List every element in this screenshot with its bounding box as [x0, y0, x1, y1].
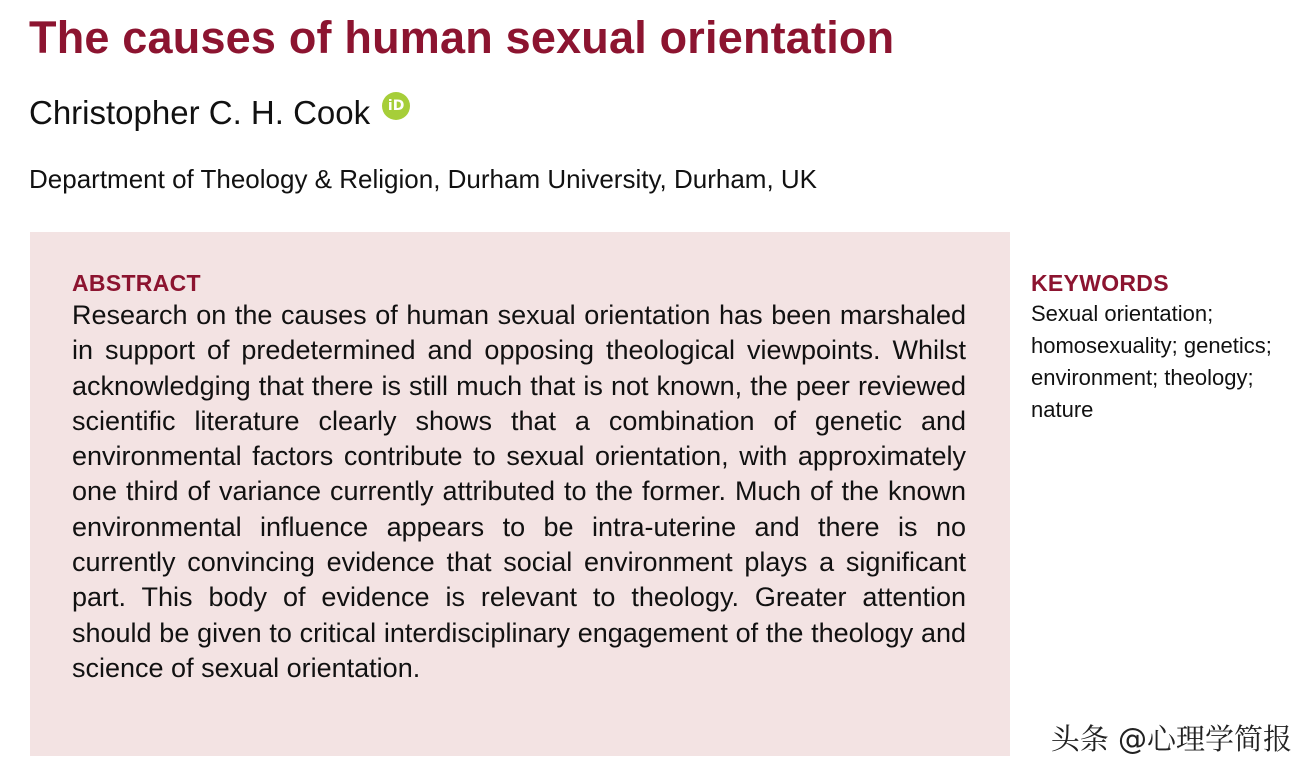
abstract-text: Research on the causes of human sexual orientation has been marshaled in support of predetermined and opposing theological viewpoints. Whilst acknowledging that there is still much that is not known, the peer reviewed scientific literature clearly shows that a combination of genetic and environmental factors contribute to sexual orientation, with approximately one third of variance currently attributed to the former. Much of the known environmental influence appears to be intra-uterine and there is no currently convincing evidence that social environment plays a significant part. This body of evidence is relevant to theology. Greater attention should be given to critical interdisciplinary engagement of the theology and science of sexual orientation. [72, 300, 966, 683]
keywords-heading: KEYWORDS [1031, 270, 1169, 296]
orcid-icon[interactable]: iD [382, 92, 410, 120]
abstract-heading: ABSTRACT [72, 270, 201, 296]
keywords-list: Sexual orientation; homosexuality; genetics; environment; theology; nature [1031, 301, 1272, 422]
author-line [29, 94, 410, 132]
author-affiliation: Department of Theology & Religion, Durham University, Durham, UK [29, 164, 818, 194]
paper-title: The causes of human sexual orientation [29, 12, 895, 63]
source-watermark: 头条 @心理学简报 [1050, 722, 1292, 756]
author-name: Christopher C. H. Cook [29, 94, 371, 131]
